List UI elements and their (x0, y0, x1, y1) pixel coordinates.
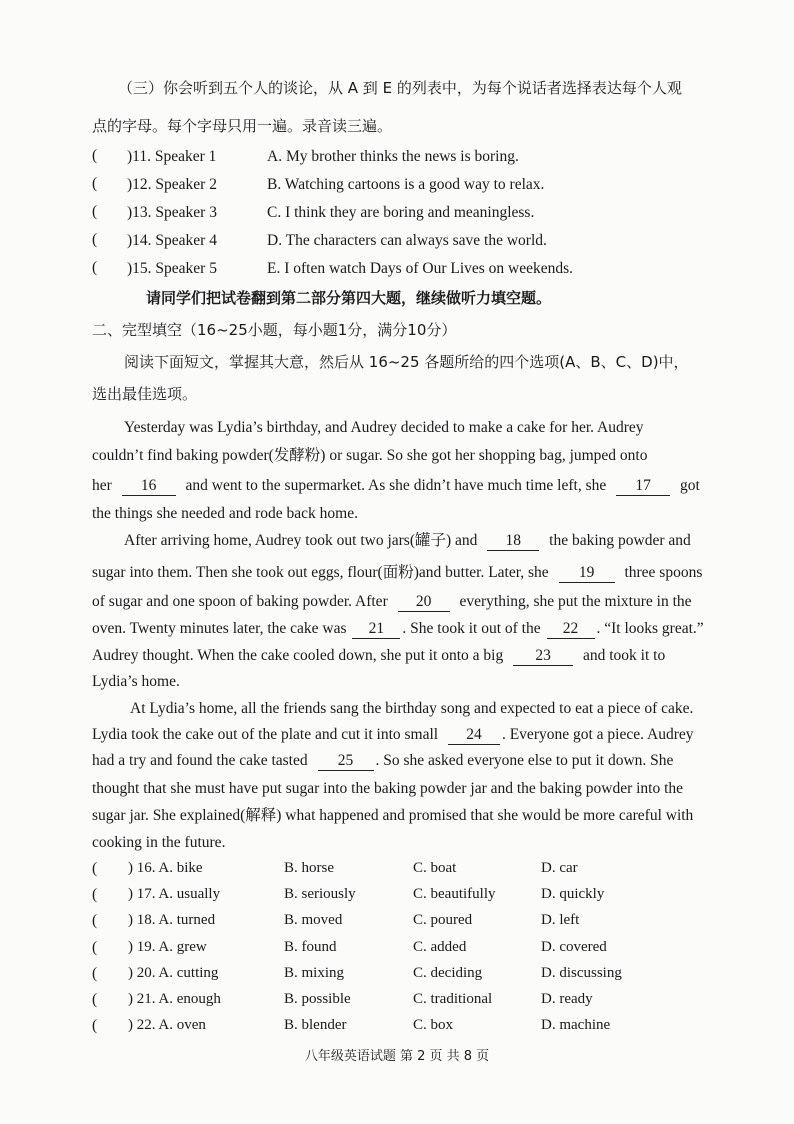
option-a: ) 20. A. cutting (128, 965, 219, 981)
option-c: C. deciding (413, 965, 483, 981)
option-d: D. ready (541, 991, 593, 1007)
answer-paren[interactable]: ( (92, 203, 98, 220)
passage-line: the things she needed and rode back home. (92, 505, 358, 522)
answer-paren[interactable]: ( (92, 175, 98, 192)
item-number: )14. Speaker 4 (127, 232, 217, 249)
option-c: C. poured (413, 912, 473, 928)
passage-line: At Lydia’s home, all the friends sang the birthday song and expected to eat a piece of cake. (130, 700, 694, 717)
blank-19[interactable]: 19 (559, 564, 615, 583)
blank-18[interactable]: 18 (487, 532, 539, 551)
item-number: )13. Speaker 3 (127, 204, 217, 221)
blank-23[interactable]: 23 (513, 647, 573, 666)
option-c: C. beautifully (413, 886, 496, 902)
option-b: B. mixing (284, 965, 345, 981)
answer-paren[interactable]: ( (92, 1017, 98, 1034)
item-option: C. I think they are boring and meaningless. (267, 204, 535, 221)
page-footer: 八年级英语试题 第 2 页 共 8 页 (304, 1049, 490, 1064)
option-b: B. horse (284, 860, 334, 876)
blank-24[interactable]: 24 (448, 726, 500, 745)
option-c: C. added (413, 939, 467, 955)
option-c: C. traditional (413, 991, 493, 1007)
passage-line: Lydia took the cake out of the plate and cut it into small 24 . Everyone got a piece. Audrey (92, 726, 694, 743)
passage-line: Audrey thought. When the cake cooled down, she put it onto a big 23 and took it to (92, 647, 666, 664)
blank-22[interactable]: 22 (547, 620, 595, 639)
answer-paren[interactable]: ( (92, 259, 98, 276)
answer-paren[interactable]: ( (92, 147, 98, 164)
passage-line: her 16 and went to the supermarket. As she didn’t have much time left, she 17 got (92, 477, 700, 494)
item-number: )15. Speaker 5 (127, 260, 217, 277)
option-b: B. moved (284, 912, 343, 928)
option-d: D. machine (541, 1017, 611, 1033)
option-d: D. discussing (541, 965, 622, 981)
passage-line: sugar jar. She explained(解释) what happened and promised that she would be more careful with (92, 807, 694, 824)
option-b: B. found (284, 939, 337, 955)
blank-21[interactable]: 21 (352, 620, 400, 639)
section3-instruction-line2: 点的字母。每个字母只用一遍。录音读三遍。 (92, 117, 393, 135)
option-d: D. car (541, 860, 578, 876)
option-b: B. blender (284, 1017, 347, 1033)
blank-16[interactable]: 16 (122, 477, 176, 496)
answer-paren[interactable]: ( (92, 939, 98, 956)
option-b: B. seriously (284, 886, 356, 902)
cloze-title: 二、完型填空（16~25小题，每小题1分，满分10分） (92, 321, 457, 339)
option-b: B. possible (284, 991, 351, 1007)
cloze-intro-line1: 阅读下面短文，掌握其大意，然后从 16~25 各题所给的四个选项(A、B、C、D)中， (124, 353, 689, 371)
option-a: ) 22. A. oven (128, 1017, 206, 1033)
answer-paren[interactable]: ( (92, 860, 98, 877)
answer-paren[interactable]: ( (92, 231, 98, 248)
passage-line: had a try and found the cake tasted 25 . So she asked everyone else to put it down. She (92, 752, 674, 769)
passage-line: sugar into them. Then she took out eggs, flour(面粉)and butter. Later, she 19 three spoons (92, 564, 703, 581)
option-a: ) 19. A. grew (128, 939, 207, 955)
item-option: B. Watching cartoons is a good way to relax. (267, 176, 545, 193)
passage-line: Lydia’s home. (92, 673, 180, 690)
section3-instruction-line1: （三）你会听到五个人的谈论，从 A 到 E 的列表中，为每个说话者选择表达每个人观 (118, 79, 682, 97)
blank-17[interactable]: 17 (616, 477, 670, 496)
option-a: ) 16. A. bike (128, 860, 203, 876)
option-d: D. left (541, 912, 580, 928)
item-number: )12. Speaker 2 (127, 176, 217, 193)
passage-line: thought that she must have put sugar into the baking powder jar and the baking powder into the (92, 780, 684, 797)
answer-paren[interactable]: ( (92, 886, 98, 903)
passage-line: oven. Twenty minutes later, the cake was 21 . She took it out of the 22 . “It looks great.” (92, 620, 704, 637)
passage-line: of sugar and one spoon of baking powder. After 20 everything, she put the mixture in the (92, 593, 692, 610)
option-c: C. boat (413, 860, 457, 876)
blank-25[interactable]: 25 (318, 752, 374, 771)
cloze-intro-line2: 选出最佳选项。 (92, 385, 198, 403)
passage-line: cooking in the future. (92, 834, 226, 851)
passage-line: Yesterday was Lydia’s birthday, and Audrey decided to make a cake for her. Audrey (124, 419, 644, 436)
answer-paren[interactable]: ( (92, 991, 98, 1008)
option-a: ) 21. A. enough (128, 991, 221, 1007)
answer-paren[interactable]: ( (92, 912, 98, 929)
item-option: E. I often watch Days of Our Lives on weekends. (267, 260, 574, 277)
item-option: D. The characters can always save the world. (267, 232, 547, 249)
option-a: ) 18. A. turned (128, 912, 216, 928)
option-a: ) 17. A. usually (128, 886, 221, 902)
option-c: C. box (413, 1017, 454, 1033)
option-d: D. covered (541, 939, 607, 955)
item-number: )11. Speaker 1 (127, 148, 217, 165)
passage-line: After arriving home, Audrey took out two jars(罐子) and 18 the baking powder and (124, 532, 691, 549)
section3-note: 请同学们把试卷翻到第二部分第四大题，继续做听力填空题。 (146, 289, 552, 307)
item-option: A. My brother thinks the news is boring. (267, 148, 519, 165)
passage-line: couldn’t find baking powder(发酵粉) or sugar. So she got her shopping bag, jumped onto (92, 447, 648, 464)
blank-20[interactable]: 20 (398, 593, 450, 612)
answer-paren[interactable]: ( (92, 965, 98, 982)
option-d: D. quickly (541, 886, 605, 902)
